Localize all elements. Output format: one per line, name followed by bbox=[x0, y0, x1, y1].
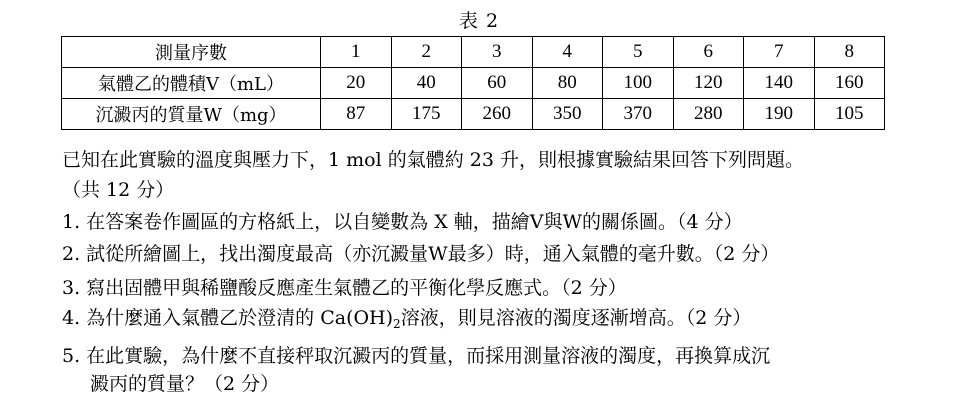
table-caption: 表 2 bbox=[458, 10, 500, 32]
table-cell: 100 bbox=[603, 68, 674, 99]
question-1: 1. 在答案卷作圖區的方格紙上，以自變數為 X 軸，描繪V與W的關係圖。（4 分） bbox=[62, 211, 743, 233]
table-cell: 120 bbox=[673, 68, 744, 99]
table-cell: 140 bbox=[744, 68, 815, 99]
table-cell: 190 bbox=[744, 99, 815, 130]
table-cell: 105 bbox=[814, 99, 885, 130]
table-cell: 80 bbox=[532, 68, 603, 99]
table-cell: 160 bbox=[814, 68, 885, 99]
table-cell: 4 bbox=[532, 37, 603, 68]
table-cell: 60 bbox=[462, 68, 533, 99]
table-cell: 350 bbox=[532, 99, 603, 130]
question-3: 3. 寫出固體甲與稀鹽酸反應產生氣體乙的平衡化學反應式。（2 分） bbox=[62, 277, 627, 299]
table-cell: 1 bbox=[321, 37, 392, 68]
intro-text: 已知在此實驗的溫度與壓力下，1 mol 的氣體約 23 升，則根據實驗結果回答下列問題。 bbox=[62, 149, 804, 171]
table-cell: 87 bbox=[321, 99, 392, 130]
subscript: 2 bbox=[393, 317, 401, 331]
table-cell: 8 bbox=[814, 37, 885, 68]
question-2: 2. 試從所繪圖上，找出濁度最高（亦沉澱量W最多）時，通入氣體的毫升數。（2 分） bbox=[62, 243, 780, 265]
intro-points: （共 12 分） bbox=[62, 179, 175, 201]
question-4 bbox=[62, 304, 952, 338]
measurement-table bbox=[61, 36, 885, 130]
row-label-mass: 沉澱丙的質量W（mg） bbox=[62, 99, 321, 130]
table-cell: 260 bbox=[462, 99, 533, 130]
row-label-volume: 氣體乙的體積V（mL） bbox=[62, 68, 321, 99]
question-4-part: 溶液，則見溶液的濁度逐漸增高。（2 分） bbox=[400, 307, 752, 329]
table-cell: 3 bbox=[462, 37, 533, 68]
table-cell: 370 bbox=[603, 99, 674, 130]
table-cell: 40 bbox=[391, 68, 462, 99]
table-cell: 2 bbox=[391, 37, 462, 68]
table-cell: 280 bbox=[673, 99, 744, 130]
table-header-label: 測量序數 bbox=[62, 37, 321, 68]
table-row bbox=[62, 68, 885, 99]
table-header-row bbox=[62, 37, 885, 68]
table-cell: 5 bbox=[603, 37, 674, 68]
table-row bbox=[62, 99, 885, 130]
table-cell: 20 bbox=[321, 68, 392, 99]
question-5-continued: 澱丙的質量？（2 分） bbox=[90, 373, 280, 395]
question-5: 5. 在此實驗，為什麼不直接秤取沉澱丙的質量，而採用測量溶液的濁度，再換算成沉 bbox=[62, 345, 771, 367]
table-cell: 6 bbox=[673, 37, 744, 68]
question-4-part: 4. 為什麼通入氣體乙於澄清的 Ca(OH) bbox=[62, 307, 394, 329]
table-cell: 7 bbox=[744, 37, 815, 68]
table-cell: 175 bbox=[391, 99, 462, 130]
